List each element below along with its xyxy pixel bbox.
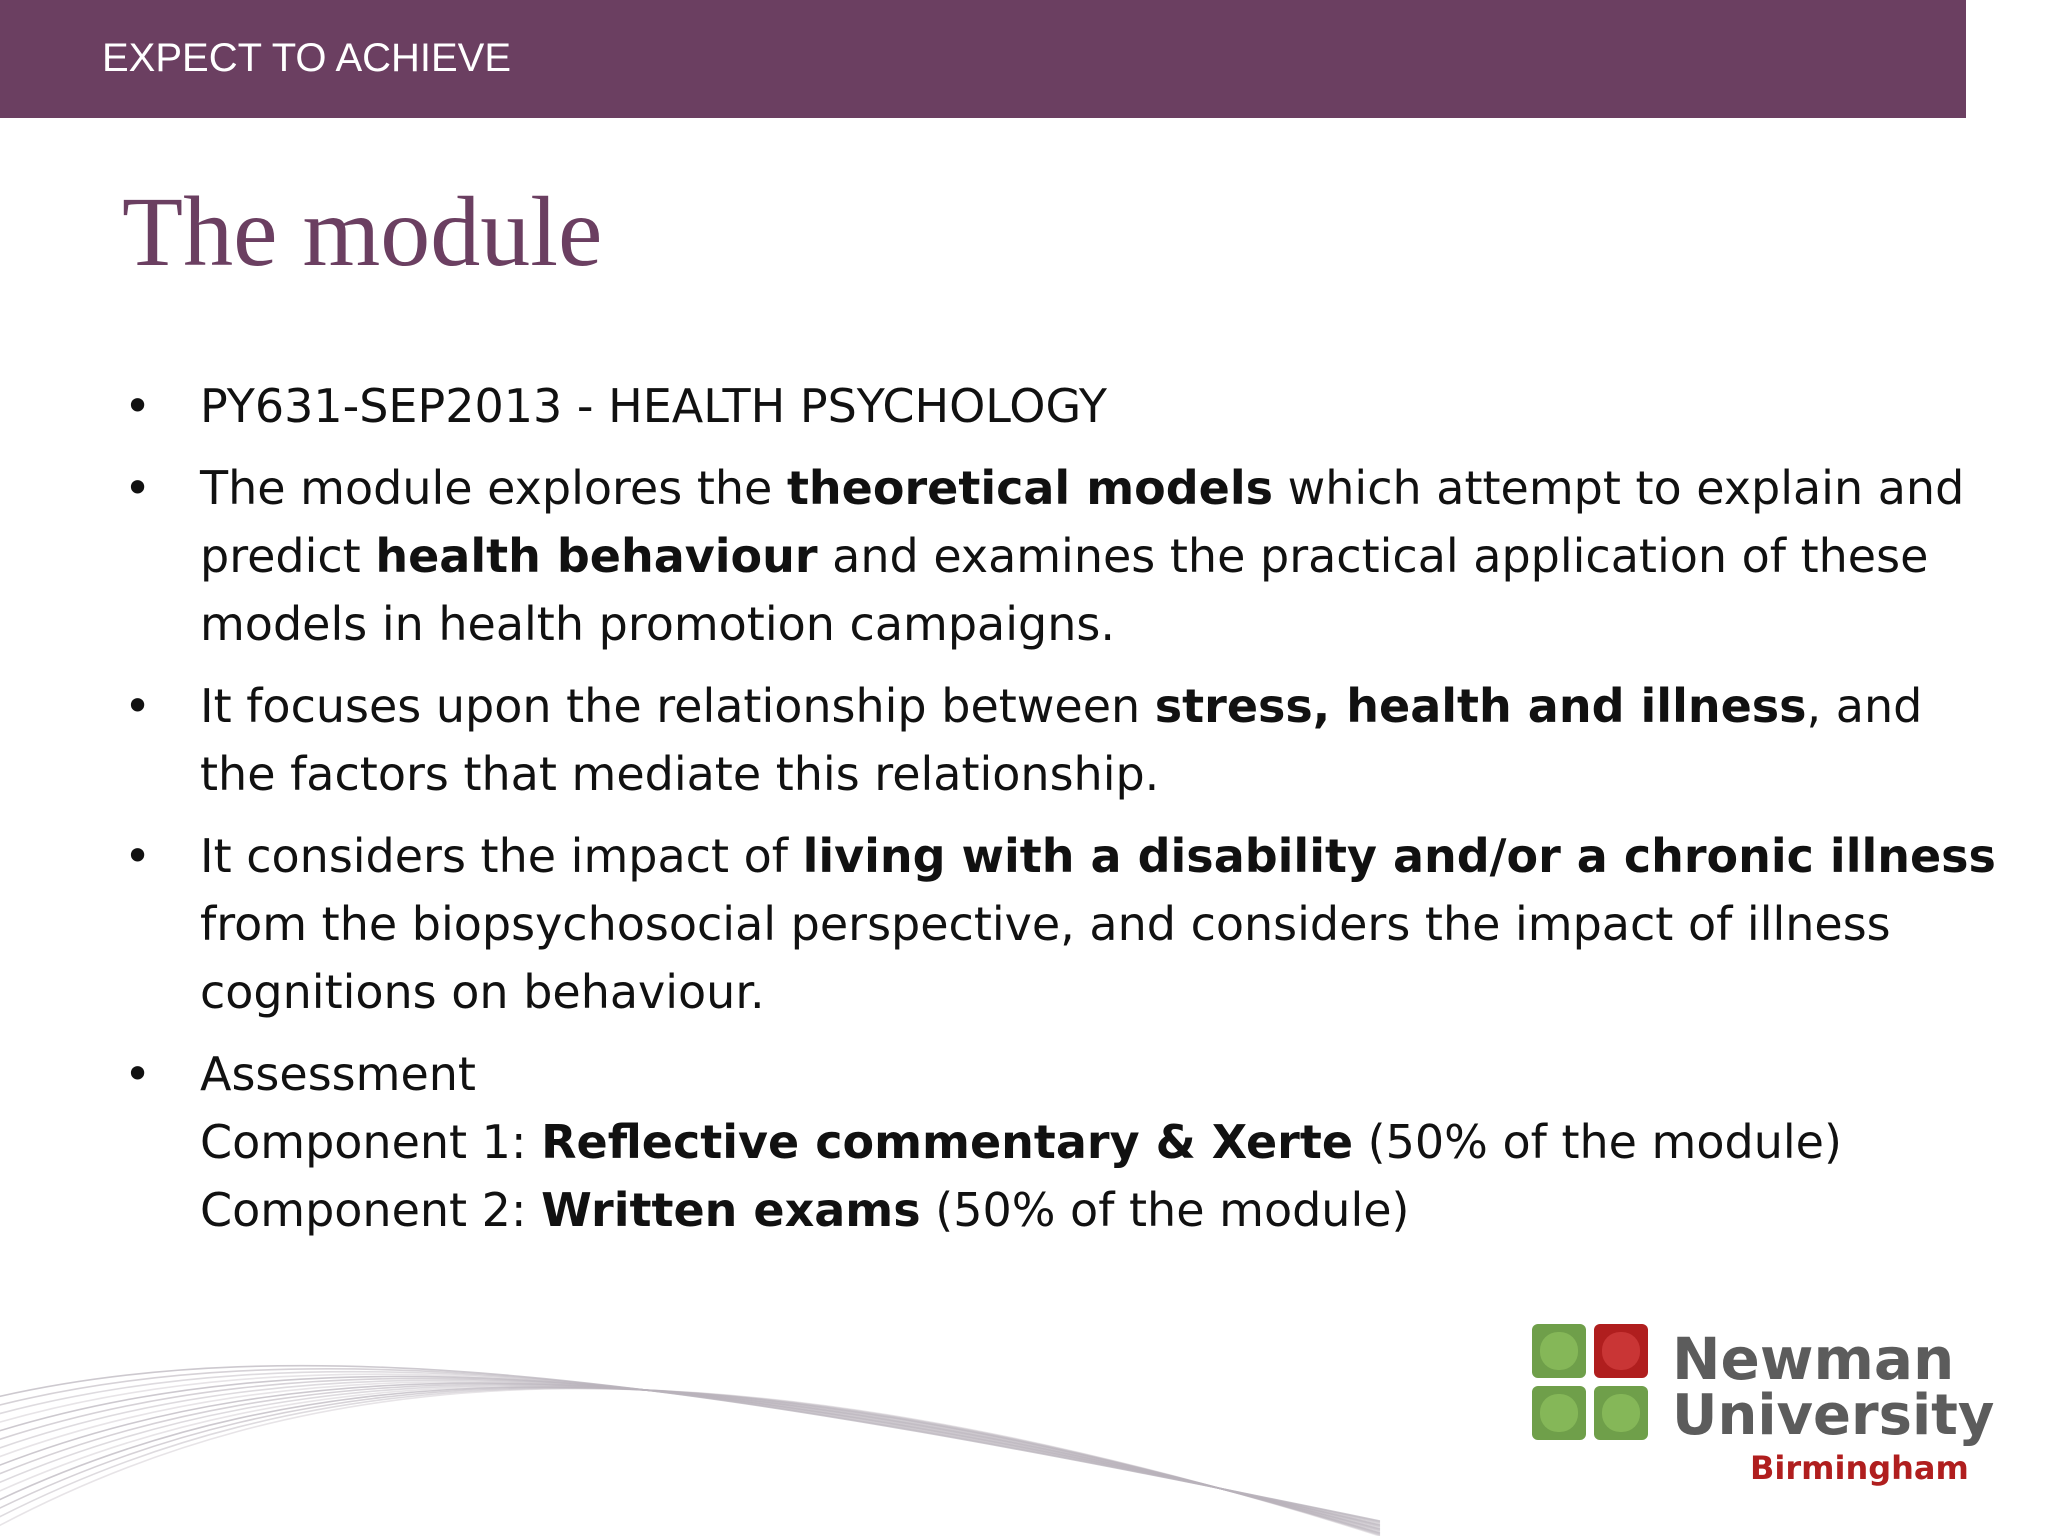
bullet-item [120, 1040, 1940, 1244]
logo-quad-leaf-icon [1530, 1322, 1650, 1442]
wave-line [0, 1366, 1380, 1521]
bullet-marker: • [124, 679, 152, 733]
bullet-text: from the biopsychosocial perspective, and considers the impact of illness [200, 897, 1891, 951]
university-logo [1530, 1322, 1995, 1494]
bullet-marker: • [124, 829, 152, 883]
bullet-line [200, 740, 1940, 808]
bullet-text: cognitions on behaviour. [200, 965, 765, 1019]
bullet-marker: • [124, 379, 152, 433]
bullet-item [120, 372, 1940, 440]
bullet-line [200, 958, 1940, 1026]
bullet-text: models in health promotion campaigns. [200, 597, 1115, 651]
wave-line [0, 1388, 1380, 1534]
wave-line [0, 1378, 1380, 1526]
header-bar [0, 0, 1966, 118]
bullet-line [200, 822, 1996, 890]
wave-line [0, 1383, 1380, 1529]
bullet-emphasis-text: Written exams [541, 1183, 921, 1237]
bullet-line [200, 454, 1965, 522]
bullet-text: (50% of the module) [1353, 1115, 1842, 1169]
logo-name-city: Birmingham [1750, 1449, 1969, 1487]
bullet-line [200, 590, 1940, 658]
bullet-marker: • [124, 461, 152, 515]
bullet-text: , and [1806, 679, 1923, 733]
bullet-emphasis-text: stress, health and illness [1154, 679, 1807, 733]
bullet-line [200, 1176, 1940, 1244]
bullet-item [120, 822, 1996, 1026]
bullet-line [200, 522, 1940, 590]
bullet-text: It considers the impact of [200, 829, 803, 883]
wave-line [0, 1386, 1380, 1532]
bullet-line [200, 672, 1940, 740]
bullet-text: Component 1: [200, 1115, 542, 1169]
slide-title: The module [122, 176, 603, 287]
bullet-text: PY631-SEP2013 - HEALTH PSYCHOLOGY [200, 379, 1107, 433]
header-tagline: EXPECT TO ACHIEVE [102, 36, 512, 80]
bullet-text: the factors that mediate this relationship. [200, 747, 1160, 801]
logo-name-newman: Newman [1672, 1325, 1955, 1393]
bullet-text: and examines the practical application of these [817, 529, 1929, 583]
bullet-line [200, 1040, 1940, 1108]
bullet-text: It focuses upon the relationship between [200, 679, 1155, 733]
wave-line [0, 1387, 1380, 1533]
bullet-line [200, 1108, 1940, 1176]
bullet-marker: • [124, 1047, 152, 1101]
bullet-emphasis-text: living with a disability and/or a chronic illness [802, 829, 1996, 883]
bullet-emphasis-text: theoretical models [786, 461, 1274, 515]
bullet-list [120, 372, 1996, 1244]
bullet-item [120, 672, 1940, 808]
bullet-text: The module explores the [200, 461, 787, 515]
wave-line [0, 1382, 1380, 1528]
bullet-emphasis-text: Reflective commentary & Xerte [541, 1115, 1354, 1169]
wave-line [0, 1376, 1380, 1525]
bullet-text: (50% of the module) [920, 1183, 1410, 1237]
bullet-line [200, 372, 1940, 440]
wave-line [0, 1388, 1380, 1535]
logo-name-university: University [1672, 1383, 1995, 1448]
bullet-emphasis-text: health behaviour [375, 529, 818, 583]
bullet-line [200, 890, 1940, 958]
bullet-text: Component 2: [200, 1183, 542, 1237]
bullet-text: predict [200, 529, 376, 583]
bullet-item [120, 454, 1965, 658]
bullet-text: which attempt to explain and [1273, 461, 1965, 515]
bullet-text: Assessment [200, 1047, 476, 1101]
